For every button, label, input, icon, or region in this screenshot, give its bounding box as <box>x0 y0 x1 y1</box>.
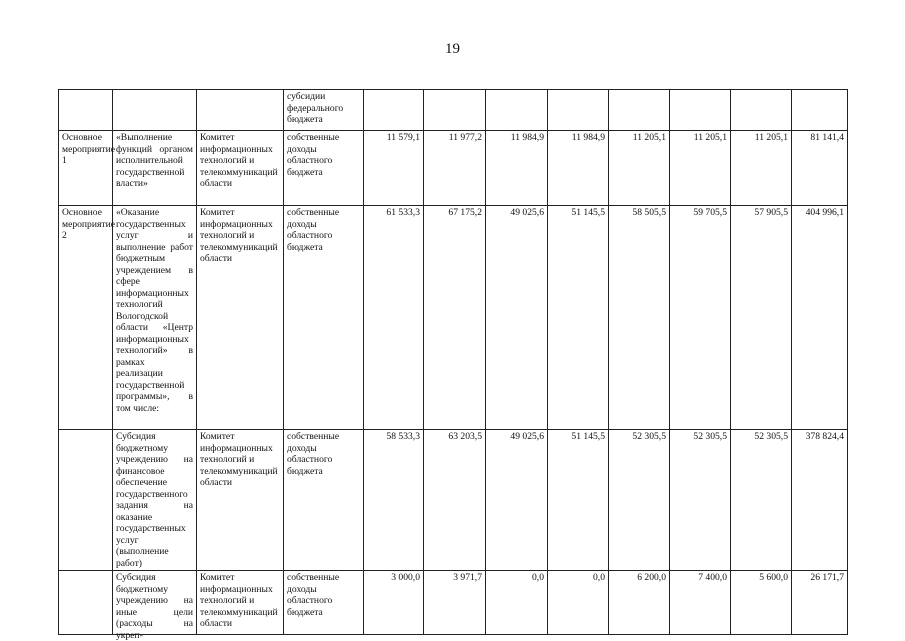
value-cell: 59 705,5 <box>670 206 731 430</box>
executor-cell: Комитет информационных технологий и телекоммуникаций области <box>197 430 284 571</box>
total-cell: 81 141,4 <box>792 131 848 206</box>
value-cell <box>609 90 670 131</box>
value-cell: 0,0 <box>486 571 548 635</box>
value-cell: 5 600,0 <box>731 571 792 635</box>
value-cell <box>670 90 731 131</box>
total-cell: 26 171,7 <box>792 571 848 635</box>
value-cell: 11 984,9 <box>548 131 609 206</box>
value-cell <box>364 90 424 131</box>
value-cell: 67 175,2 <box>424 206 486 430</box>
value-cell: 3 971,7 <box>424 571 486 635</box>
measure-cell: Основное мероприятие 2 <box>59 206 113 430</box>
funding-source-cell: собственные доходы областного бюджета <box>284 131 364 206</box>
value-cell: 6 200,0 <box>609 571 670 635</box>
value-cell <box>486 90 548 131</box>
value-cell: 57 905,5 <box>731 206 792 430</box>
table-row <box>59 571 848 635</box>
value-cell: 52 305,5 <box>731 430 792 571</box>
measure-name-cell: «Выполнение функций органом исполнительной государственной власти» <box>113 131 197 206</box>
measure-name-cell <box>113 571 197 641</box>
value-cell: 52 305,5 <box>670 430 731 571</box>
value-cell: 58 505,5 <box>609 206 670 430</box>
value-cell: 63 203,5 <box>424 430 486 571</box>
value-cell: 52 305,5 <box>609 430 670 571</box>
total-cell <box>792 90 848 131</box>
funding-source-cell: собственные доходы областного бюджета <box>284 571 364 635</box>
funding-source-cell: собственные доходы областного бюджета <box>284 206 364 430</box>
executor-text: Комитет информационных технологий и телекоммуникаций области <box>200 572 278 629</box>
total-cell: 378 824,4 <box>792 430 848 571</box>
measure-cell <box>59 90 113 131</box>
value-cell: 11 205,1 <box>670 131 731 206</box>
value-cell: 61 533,3 <box>364 206 424 430</box>
executor-cell: Комитет информационных технологий и телекоммуникаций области <box>197 206 284 430</box>
value-cell: 51 145,5 <box>548 206 609 430</box>
table-row <box>59 206 848 430</box>
measure-cell <box>59 430 113 571</box>
value-cell <box>548 90 609 131</box>
value-cell: 49 025,6 <box>486 206 548 430</box>
value-cell: 11 984,9 <box>486 131 548 206</box>
executor-cell <box>197 90 284 131</box>
table-row <box>59 430 848 571</box>
total-cell: 404 996,1 <box>792 206 848 430</box>
page-number: 19 <box>445 41 460 57</box>
value-cell: 51 145,5 <box>548 430 609 571</box>
executor-cell: Комитет информационных технологий и телекоммуникаций области <box>197 131 284 206</box>
budget-table <box>58 89 848 641</box>
measure-name-text: Субсидия бюджетному учреждению на иные цели (расходы на укреп- <box>116 572 193 641</box>
value-cell: 11 579,1 <box>364 131 424 206</box>
value-cell <box>731 90 792 131</box>
value-cell <box>424 90 486 131</box>
measure-cell: Основное мероприятие 1 <box>59 131 113 206</box>
value-cell: 58 533,3 <box>364 430 424 571</box>
value-cell: 7 400,0 <box>670 571 731 635</box>
table-row <box>59 131 848 206</box>
measure-cell <box>59 571 113 635</box>
value-cell: 11 205,1 <box>731 131 792 206</box>
value-cell: 49 025,6 <box>486 430 548 571</box>
value-cell: 11 205,1 <box>609 131 670 206</box>
value-cell: 3 000,0 <box>364 571 424 635</box>
measure-name-cell <box>113 90 197 131</box>
funding-source-cell: собственные доходы областного бюджета <box>284 430 364 571</box>
funding-source-cell: субсидии федерального бюджета <box>284 90 364 131</box>
value-cell: 11 977,2 <box>424 131 486 206</box>
measure-name-cell: «Оказание государственных услуг и выполнение работ бюджетным учреждением в сфере информационных технологий Вологодской области «Центр информационных технологий» в рамках реализации государственной программы», в том числе: <box>113 206 197 430</box>
measure-name-cell: Субсидия бюджетному учреждению на финансовое обеспечение государственного задания на оказание государственных услуг (выполнение работ) <box>113 430 197 571</box>
executor-cell <box>197 571 284 635</box>
value-cell: 0,0 <box>548 571 609 635</box>
table-row <box>59 90 848 131</box>
